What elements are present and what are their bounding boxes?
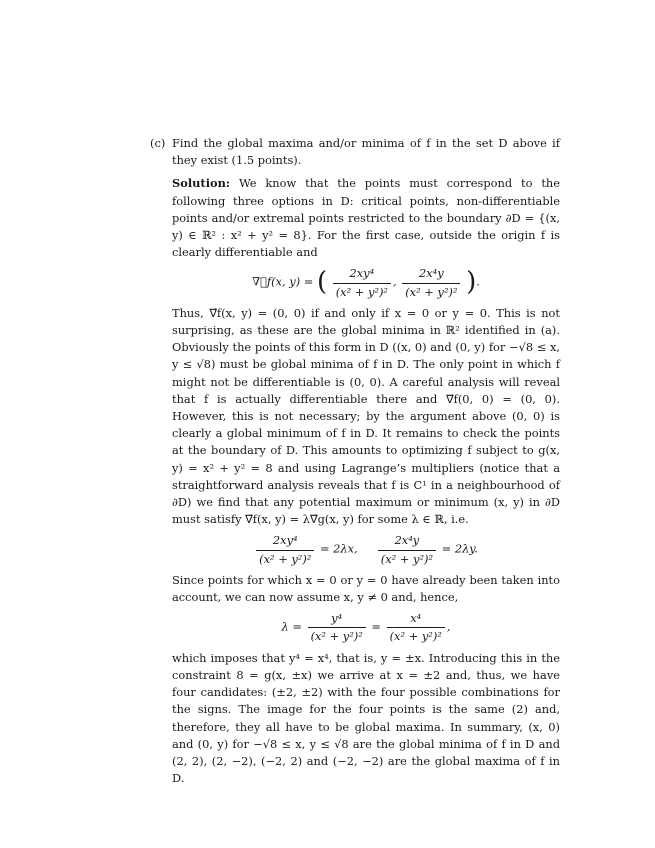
- eq2-rhs-2: = 2λy.: [441, 542, 478, 557]
- eq1-frac-1: [333, 265, 391, 300]
- solution-paragraph-1: [172, 175, 560, 261]
- solution-paragraph-3: Since points for which x = 0 or y = 0 have already been taken into account, we can now assume x, y ≠ 0 and, hence,: [172, 572, 560, 605]
- right-paren: ): [466, 267, 477, 298]
- eq3-den-1: (x² + y²)²: [308, 627, 366, 645]
- question-text: Find the global maxima and/or minima of f in the set D above if they exist (1.5 points).: [172, 136, 560, 168]
- gradient-equation: ∇⃗f(x, y) = ( $\frac{\text{2xy⁴}}{\text{(x² + y²)²}}$ , $\frac{\text{2x⁴y}}{\text{(x² + y²)²}}$ ).: [172, 265, 560, 300]
- eq2-rhs-1: = 2λx,: [320, 542, 358, 557]
- solution-paragraph-4: which imposes that y⁴ = x⁴, that is, y = ±x. Introducing this in the constraint 8 = g(x, ±x) we arrive at x = ±2 and, thus, we have four candidates: (±2, ±2) with the four possible combinations for the signs. The image for the four points is the same (2) and, therefore, they all have to be global maxima. In summary, (x, 0) and (0, y) for −√8 ≤ x, y ≤ √8 are the global minima of f in D and (2, 2), (2, −2), (−2, 2) and (−2, −2) are the global maxima of f in D.: [172, 650, 560, 786]
- eq1-lhs: ∇⃗f(x, y) =: [252, 275, 314, 290]
- eq1-frac-2: [402, 265, 460, 300]
- eq3-den-2: (x² + y²)²: [387, 627, 445, 645]
- eq3-mid: =: [371, 619, 381, 634]
- item-marker: (c): [150, 136, 166, 150]
- lagrange-equations: [172, 532, 560, 567]
- eq2-frac-2: [378, 532, 436, 567]
- solution-paragraph-2: Thus, ∇⃗f(x, y) = (0, 0) if and only if x = 0 or y = 0. This is not surprising, as these are the global minima in ℝ² identified in (a). Obviously the points of this form in D ((x, 0) and (0, y) for −√8 ≤ x, y ≤ √8) must be global minima of f in D. The only point in which f might not be differentiable is (0, 0). A careful analysis will reveal that f is actually differentiable there and ∇⃗f(0, 0) = (0, 0). However, this is not necessary; by the argument above (0, 0) is clearly a global minimum of f in D. It remains to check the points at the boundary of D. This amounts to optimizing f subject to g(x, y) = x² + y² = 8 and using Lagrange’s multipliers (notice that a straightforward analysis reveals that f is C¹ in a neighbourhood of ∂D) we find that any potential maximum or minimum (x, y) in ∂D must satisfy ∇⃗f(x, y) = λ∇⃗g(x, y) for some λ ∈ ℝ, i.e.: [172, 305, 560, 527]
- eq2-num-2: 2x⁴y: [394, 533, 420, 548]
- eq3-frac-1: [308, 610, 366, 645]
- eq1-num-1: 2xy⁴: [349, 266, 375, 281]
- eq3-num-2: x⁴: [410, 611, 422, 626]
- solution-label: Solution:: [172, 176, 231, 191]
- eq2-den-1: (x² + y²)²: [256, 550, 314, 568]
- eq1-num-2: 2x⁴y: [418, 266, 444, 281]
- eq3-lhs: λ =: [281, 619, 302, 634]
- lambda-equation: [172, 610, 560, 645]
- left-paren: (: [316, 267, 328, 298]
- eq1-den-1: (x² + y²)²: [333, 283, 391, 301]
- eq3-frac-2: [387, 610, 445, 645]
- problem-item-c: [150, 135, 560, 787]
- solution-text-1: We know that the points must correspond to the following three options in D: critical points, non-differentiable points and/or extremal points restricted to the boundary ∂D = {(x, y) ∈ ℝ² : x² + y² = 8}. For the first case, outside the origin f is clearly differentiable and: [172, 176, 561, 260]
- eq3-end: ,: [446, 619, 451, 634]
- eq2-frac-1: [256, 532, 314, 567]
- solution-block: [172, 175, 560, 787]
- eq3-num-1: y⁴: [331, 611, 343, 626]
- eq1-den-2: (x² + y²)²: [402, 283, 460, 301]
- eq2-num-1: 2xy⁴: [272, 533, 298, 548]
- eq2-den-2: (x² + y²)²: [378, 550, 436, 568]
